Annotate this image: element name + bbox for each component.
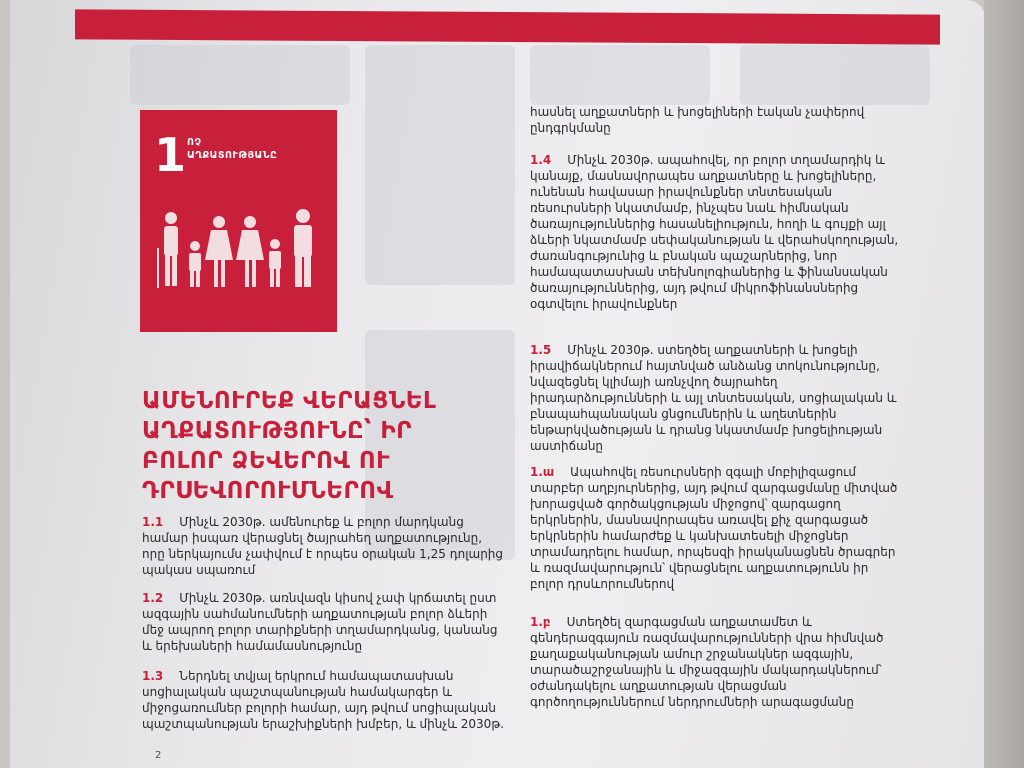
page-title (142, 386, 482, 506)
title-line: ԴՐՍԵՎՈՐՈՒՄՆԵՐՈՎ (142, 478, 394, 504)
book-edge (984, 0, 1024, 768)
goal-1-tile (140, 110, 337, 332)
target-text: Ստեղծել զարգացման աղքատամետ և գենդերազգայուն ռազմավարությունների վրա հիմնված քաղաքականության ամուր շրջանակներ ազգային, տարածաշրջանային և միջազգային մակարդակներում՝ օժանդակելու աղքատության վերացման գործողություններում ներդրումների արագացմանը (530, 615, 884, 709)
title-line: ԱՂՔԱՏՈՒԹՅՈՒՆԸ՝ ԻՐ (142, 418, 412, 444)
target-1-a (530, 464, 900, 592)
target-1-2 (142, 590, 507, 654)
target-number: 1.4 (530, 153, 552, 167)
background-tile (740, 45, 930, 105)
target-1-b (530, 614, 900, 710)
target-number: 1.3 (142, 669, 164, 683)
goal-label (187, 136, 277, 162)
target-1-3-continued (530, 104, 900, 136)
target-number: 1.5 (530, 343, 552, 357)
target-number: 1.ա (530, 465, 555, 479)
target-text: Մինչև 2030թ. ապահովել, որ բոլոր տղամարդիկ և կանայք, մասնավորապես աղքատները և խոցելիները, ունենան հավասար իրավունքներ տնտեսական ռեսուրսների նկատմամբ, ինչպես նաև հիմնական ծառայություններից հասանելիություն, հողի և գույքի այլ ձևերի նկատմամբ սեփականության և վերահսկողության, ժառանգությունից և բնական պաշարներից, նոր համապատասխան տեխնոլոգիաներից և ֆինանսական ծառայություններից, այդ թվում միկրոֆինանսներից օգտվելու իրավունքներ (530, 153, 899, 311)
title-line: ԱՄԵՆՈՒՐԵՔ ՎԵՐԱՑՆԵԼ (142, 388, 437, 414)
target-text: Ապահովել ռեսուրսների զգալի մոբիլիզացում տարբեր աղբյուրներից, այդ թվում զարգացմանը միտված խորացված գործակցության միջոցով՝ զարգացող երկրներին, մասնավորապես առավել քիչ զարգացած երկրներին համարժեք և կանխատեսելի միջոցներ տրամադրելու համար, որպեսզի իրականացնեն ծրագրեր և ռազմավարություն՝ վերացնելու աղքատությունն իր բոլոր դրսևորումներով (530, 465, 898, 591)
background-tile (530, 45, 710, 105)
family-icon (157, 208, 325, 290)
target-text: հասնել աղքատների և խոցելիների էական չափերով ընդգրկմանը (530, 105, 865, 135)
goal-number: 1 (154, 128, 187, 182)
target-number: 1.1 (142, 515, 164, 529)
target-1-3 (142, 668, 507, 732)
target-1-1 (142, 514, 507, 578)
target-1-5 (530, 342, 900, 454)
background-tile (130, 45, 350, 105)
target-text: Մինչև 2030թ. ստեղծել աղքատների և խոցելի իրավիճակներում հայտնված անձանց տոկունությունը, նվազեցնել կլիմայի առնչվող ծայրահեղ իրադարձությունների և այլ տնտեսական, սոցիալական և բնապահպանական ցնցումներին և աղետներին ենթարկվածության և դրանց նկատմամբ խոցելիության աստիճանը (530, 343, 897, 453)
document-page (10, 0, 985, 768)
background-tile (365, 45, 515, 285)
target-1-4 (530, 152, 900, 312)
goal-label-line1: ՈՉ (187, 137, 202, 148)
page-number: 2 (155, 750, 162, 761)
target-number: 1.բ (530, 615, 551, 629)
title-line: ԲՈԼՈՐ ՁԵՎԵՐՈՎ ՈՒ (142, 448, 390, 474)
goal-label-line2: ԱՂՔԱՏՈՒԹՅԱՆԸ (187, 150, 278, 161)
target-text: Մինչև 2030թ. ամենուրեք և բոլոր մարդկանց համար իսպառ վերացնել ծայրահեղ աղքատությունը, որը ներկայումս չափվում է որպես օրական 1,25 դոլարից պակաս սպառում (142, 515, 504, 577)
target-number: 1.2 (142, 591, 164, 605)
target-text: Ներդնել տվյալ երկրում համապատասխան սոցիալական պաշտպանության համակարգեր և միջոցառումներ բոլորի համար, այդ թվում սոցիալական պաշտպանության երաշխիքների խմբեր, և մինչև 2030թ. (142, 669, 504, 731)
target-text: Մինչև 2030թ. առնվազն կիսով չափ կրճատել ըստ ազգային սահմանումների աղքատության բոլոր ձևերի մեջ ապրող բոլոր տարիքների տղամարդկանց, կանանց և երեխաների համամասնությունը (142, 591, 498, 653)
header-bar (75, 9, 940, 44)
